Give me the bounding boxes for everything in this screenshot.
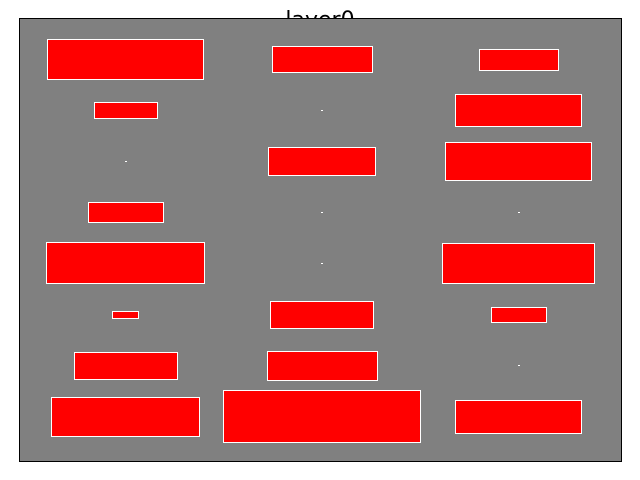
layout-cell	[442, 243, 595, 284]
layout-cell	[88, 202, 164, 223]
layout-cell	[74, 352, 178, 380]
layout-cell	[267, 351, 378, 381]
layout-cell	[51, 397, 200, 437]
layout-cell-point	[518, 212, 520, 213]
layout-cell	[479, 49, 559, 71]
layout-cell	[94, 102, 158, 119]
layout-cell	[455, 400, 582, 434]
layout-cell	[47, 39, 204, 80]
layout-cell	[491, 307, 547, 323]
layout-cell	[455, 94, 582, 127]
layout-cell	[270, 301, 374, 329]
layout-cell-point	[321, 263, 323, 264]
layout-cell	[445, 142, 592, 181]
layout-cell-point	[321, 110, 323, 111]
layout-cell	[268, 147, 376, 176]
layout-cell-point	[321, 212, 323, 213]
layout-cell	[272, 46, 373, 73]
layout-cell	[46, 242, 205, 284]
layout-cell-point	[518, 365, 520, 366]
layout-canvas	[19, 18, 622, 462]
layout-cell	[112, 311, 139, 319]
layout-cell-point	[125, 161, 127, 162]
layout-cell	[223, 390, 421, 443]
